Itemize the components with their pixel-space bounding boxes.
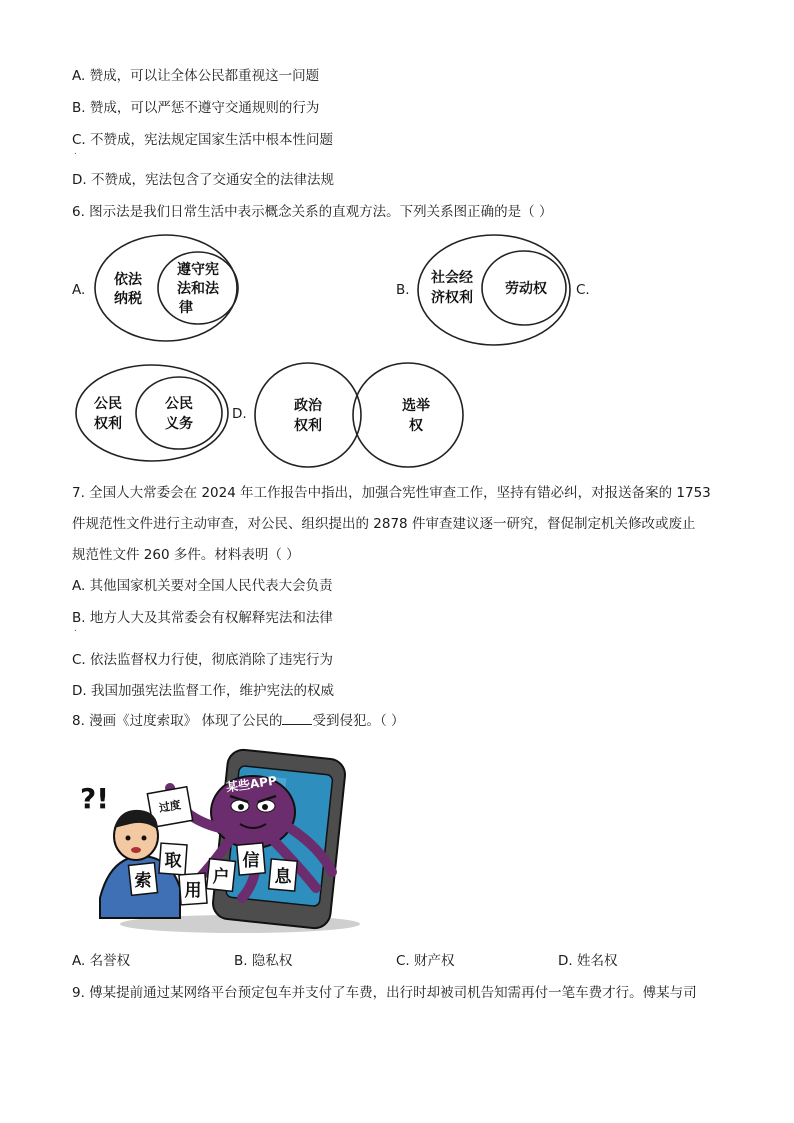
- right-circle: [353, 363, 463, 467]
- q7-stem-line-2: 件规范性文件进行主动审查，对公民、组织提出的 2878 件审查建议逐一研究，督促制定机关修改或废止: [72, 516, 696, 532]
- outer-label-2: 济权利: [431, 290, 473, 306]
- q9-stem: 9. 傅某提前通过某网络平台预定包车并支付了车费，出行时却被司机告知需再付一笔车费才行。傅某与司: [72, 985, 697, 1001]
- card-char-2: 取: [164, 851, 182, 871]
- right-label-2: 权: [409, 418, 423, 434]
- q7-option-d: D. 我国加强宪法监督工作，维护宪法的权威: [72, 683, 334, 699]
- q8-option-c: C. 财产权: [396, 953, 455, 969]
- right-label-1: 选举: [402, 398, 430, 414]
- left-label-2: 权利: [294, 418, 322, 434]
- inner-label-2: 法和法: [177, 281, 219, 297]
- card-char-3: 用: [184, 881, 202, 901]
- q6-label-d: D.: [232, 406, 247, 422]
- outer-label-2: 权利: [94, 416, 122, 432]
- left-label-1: 政治: [294, 398, 322, 414]
- left-circle: [255, 363, 361, 467]
- q8-option-b: B. 隐私权: [234, 953, 293, 969]
- inner-label: 劳动权: [505, 281, 547, 297]
- q7-option-c: C. 依法监督权力行使，彻底消除了违宪行为: [72, 652, 334, 668]
- card-char-4: 户: [212, 867, 230, 887]
- q6-diagram-d: [252, 360, 466, 470]
- outer-label-1: 社会经: [431, 270, 473, 286]
- q7-stem-line-3: 规范性文件 260 多件。材料表明（ ）: [72, 547, 300, 563]
- outer-label-1: 公民: [94, 396, 122, 412]
- outer-label-2: 纳税: [114, 291, 142, 307]
- q5-option-b: B. 赞成，可以严惩不遵守交通规则的行为: [72, 100, 320, 116]
- q7-option-a: A. 其他国家机关要对全国人民代表大会负责: [72, 578, 333, 594]
- q6-label-c: C.: [576, 282, 590, 298]
- card-char-5: 信: [242, 851, 260, 871]
- card-char-6: 息: [274, 867, 292, 887]
- inner-label-1: 公民: [165, 396, 193, 412]
- q6-diagram-a: [92, 232, 242, 344]
- q5-option-a: A. 赞成，可以让全体公民都重视这一问题: [72, 68, 320, 84]
- q6-diagram-b: [414, 232, 574, 350]
- q5-option-d: D. 不赞成，宪法包含了交通安全的法律法规: [72, 172, 334, 188]
- q7-option-b: B. 地方人大及其常委会有权解释宪法和法律: [72, 610, 333, 626]
- q6-diagram-c: [72, 362, 232, 464]
- q6-stem: 6. 图示法是我们日常生活中表示概念关系的直观方法。下列关系图正确的是（ ）: [72, 204, 553, 220]
- outer-circle: [76, 365, 228, 461]
- q6-label-a: A.: [72, 282, 86, 298]
- card-label: 过度: [157, 798, 182, 815]
- app-label: 某些APP: [225, 773, 278, 795]
- q7-stem-line-1: 7. 全国人大常委会在 2024 年工作报告中指出，加强合宪性审查工作，坚持有错必纠，对报送备案的 1753: [72, 485, 711, 501]
- inner-label-2: 义务: [165, 416, 193, 432]
- inner-label-1: 遵守宪: [177, 262, 219, 278]
- inner-label-3: 律: [179, 300, 193, 316]
- question-exclaim-marks: ?!: [80, 782, 110, 815]
- q6-label-b: B.: [396, 282, 410, 298]
- q8-cartoon: [70, 748, 360, 938]
- outer-label-1: 依法: [114, 272, 142, 288]
- q5-option-c: C. 不赞成，宪法规定国家生活中根本性问题: [72, 132, 334, 148]
- q8-option-a: A. 名誉权: [72, 953, 131, 969]
- q8-option-d: D. 姓名权: [558, 953, 618, 969]
- answer-blank: [282, 712, 312, 725]
- q8-stem-after: 受到侵犯。（ ）: [312, 713, 405, 729]
- inner-circle: [136, 377, 222, 449]
- stray-dot: .: [74, 147, 77, 157]
- card-char-1: 索: [134, 871, 152, 891]
- q8-stem-before: 8. 漫画《过度索取》 体现了公民的: [72, 713, 283, 729]
- q8-stem: [72, 712, 405, 730]
- stray-dot: .: [74, 624, 77, 634]
